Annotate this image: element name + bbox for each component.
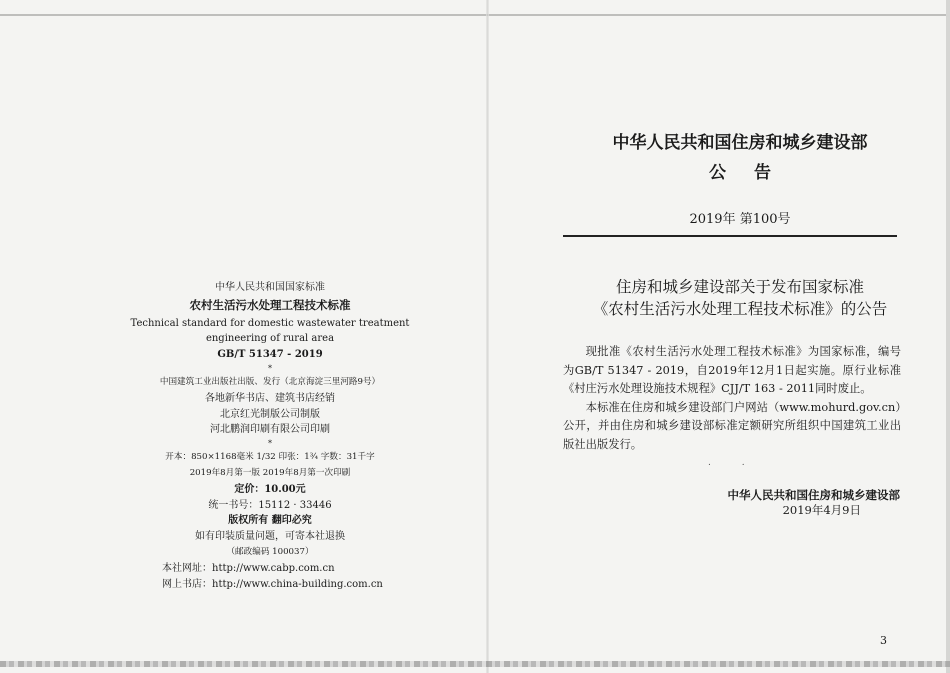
return-note: 如有印装质量问题，可寄本社退换 <box>195 531 345 543</box>
body-paragraph-2: 本标准在住房和城乡建设部门户网站（www.mohurd.gov.cn）公开，并由住房和城乡建设部标准定额研究所组织中国建筑工业出版社出版发行。 <box>563 400 901 451</box>
copyright-line: 版权所有 翻印必究 <box>228 515 312 527</box>
format-line: 开本：850×1168毫米 1/32 印张：1¾ 字数：31千字 <box>165 452 375 463</box>
header-rule <box>563 235 897 237</box>
scan-specks: . . <box>708 458 759 468</box>
publisher-website: 本社网址：http://www.cabp.com.cn <box>162 562 335 574</box>
issue-number: 2019年 第100号 <box>689 212 791 227</box>
headline-line-2: 《农村生活污水处理工程技术标准》的公告 <box>592 300 888 318</box>
price-line: 定价：10.00元 <box>234 483 306 495</box>
announcement-body <box>563 343 901 455</box>
scan-edge-bottom <box>0 661 950 667</box>
publisher-line: 中国建筑工业出版社出版、发行（北京海淀三里河路9号） <box>159 376 381 387</box>
edition-line: 2019年8月第一版 2019年8月第一次印刷 <box>189 467 351 478</box>
printer-line: 河北鹏润印刷有限公司印刷 <box>210 424 330 436</box>
scan-edge-top <box>0 14 950 16</box>
scan-edge-right <box>946 0 950 673</box>
standard-title-en-2: engineering of rural area <box>205 333 335 345</box>
separator-star: * <box>268 439 272 449</box>
online-store: 网上书店：http://www.china-building.com.cn <box>162 578 383 590</box>
issuer-title: 中华人民共和国住房和城乡建设部 <box>612 133 868 153</box>
plate-maker-line: 北京红光制版公司制版 <box>220 408 320 420</box>
standard-series: 中华人民共和国国家标准 <box>215 282 325 293</box>
separator-star: * <box>268 363 272 373</box>
postal-code: （邮政编码 100037） <box>226 546 314 557</box>
body-paragraph-1: 现批准《农村生活污水处理工程技术标准》为国家标准，编号为GB/T 51347 - 2019，自2019年12月1日起实施。原行业标准《村庄污水处理设施技术规程》CJJ/T 163 - 2011同时废止。 <box>563 345 901 396</box>
standard-title-en-1: Technical standard for domestic wastewater treatment <box>130 317 410 329</box>
colophon-block <box>120 280 420 592</box>
standard-title-cn: 农村生活污水处理工程技术标准 <box>189 297 351 312</box>
notice-label: 公告 <box>709 163 799 183</box>
signature: 中华人民共和国住房和城乡建设部 <box>727 488 900 502</box>
distributor-line: 各地新华书店、建筑书店经销 <box>205 392 335 404</box>
headline-line-1: 住房和城乡建设部关于发布国家标准 <box>615 278 864 296</box>
signature-date: 2019年4月9日 <box>782 503 861 517</box>
standard-code: GB/T 51347 - 2019 <box>217 349 323 361</box>
page-number: 3 <box>880 634 887 647</box>
announcement-headline <box>560 276 920 320</box>
isbn-line: 统一书号：15112 · 33446 <box>208 499 332 511</box>
book-spine <box>486 0 489 673</box>
